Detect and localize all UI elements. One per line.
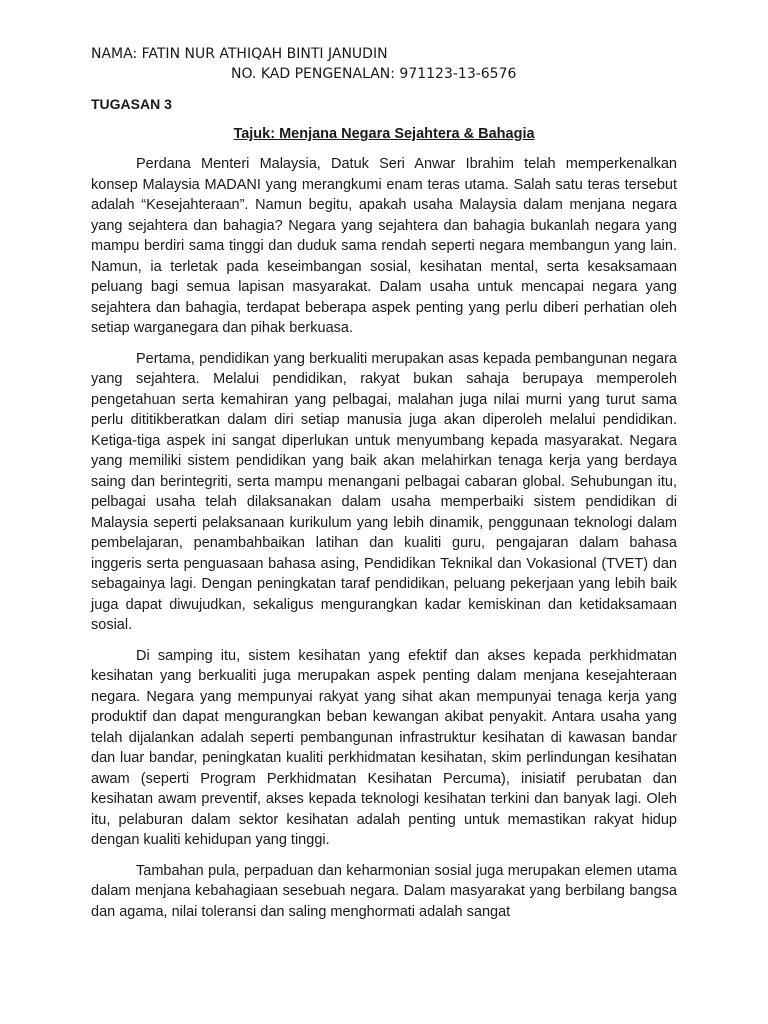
paragraph-social-harmony: Tambahan pula, perpaduan dan keharmonian sosial juga merupakan elemen utama dalam menjana kebahagiaan sesebuah negara. Dalam masyarakat yang berbilang bangsa dan agama, nilai toleransi dan saling menghormati adalah sangat <box>91 862 677 920</box>
identity-card-number: NO. KAD PENGENALAN: 971123-13-6576 <box>231 66 517 82</box>
paragraph-education: Pertama, pendidikan yang berkualiti merupakan asas kepada pembangunan negara yang sejahtera. Melalui pendidikan, rakyat bukan sahaja berupaya memperoleh pengetahuan serta kemahiran yang pelbagai, malahan juga nilai murni yang turut sama perlu dititikberatkan dalam diri setiap manusia juga akan diperoleh melalui pendidikan. Ketiga-tiga aspek ini sangat diperlukan untuk menyumbang kepada masyarakat. Negara yang memiliki sistem pendidikan yang baik akan melahirkan tenaga kerja yang berdaya saing dan berintegriti, serta mampu menangani pelbagai cabaran global. Sehubungan itu, pelbagai usaha telah dilaksanakan dalam usaha memperbaiki sistem pendidikan di Malaysia seperti pelaksanaan kurikulum yang lebih dinamik, penggunaan teknologi dalam pembelajaran, penambahbaikan latihan dan kualiti guru, pengajaran dalam bahasa inggeris serta penguasaan bahasa asing, Pendidikan Teknikal dan Vokasional (TVET) dan sebagainya lagi. Dengan peningkatan taraf pendidikan, peluang pekerjaan yang lebih baik juga dapat diwujudkan, sekaligus mengurangkan kadar kemiskinan dan ketidaksamaan sosial. <box>91 350 677 633</box>
assignment-label: TUGASAN 3 <box>91 96 172 112</box>
essay-title: Tajuk: Menjana Negara Sejahtera & Bahagia <box>233 126 535 142</box>
paragraph-health: Di samping itu, sistem kesihatan yang efektif dan akses kepada perkhidmatan kesihatan yang berkualiti juga merupakan aspek penting dalam menjana kesejahteraan negara. Negara yang mempunyai rakyat yang sihat akan mempunyai tenaga kerja yang produktif dan dapat mengurangkan beban kewangan akibat penyakit. Antara usaha yang telah dijalankan adalah seperti pembangunan infrastruktur kesihatan di kawasan bandar dan luar bandar, peningkatan kualiti perkhidmatan kesihatan, skim perlindungan kesihatan awam (seperti Program Perkhidmatan Kesihatan Percuma), inisiatif perubatan dan kesihatan awam preventif, akses kepada teknologi kesihatan terkini dan banyak lagi. Oleh itu, pelaburan dalam sektor kesihatan adalah penting untuk memastikan rakyat hidup dengan kualiti kehidupan yang tinggi. <box>91 647 677 848</box>
paragraph-introduction: Perdana Menteri Malaysia, Datuk Seri Anwar Ibrahim telah memperkenalkan konsep Malaysia MADANI yang merangkumi enam teras utama. Salah satu teras tersebut adalah “Kesejahteraan”. Namun begitu, apakah usaha Malaysia dalam menjana negara yang sejahtera dan bahagia? Negara yang sejahtera dan bahagia bukanlah negara yang mampu berdiri sama tinggi dan duduk sama rendah seperti negara membangun yang lain. Namun, ia terletak pada keseimbangan sosial, kesihatan mental, serta kesaksamaan peluang bagi semua lapisan masyarakat. Dalam usaha untuk mencapai negara yang sejahtera dan bahagia, terdapat beberapa aspek penting yang perlu diberi perhatian oleh setiap warganegara dan pihak berkuasa. <box>91 156 677 336</box>
document-page <box>91 44 677 932</box>
student-name: NAMA: FATIN NUR ATHIQAH BINTI JANUDIN <box>91 46 388 62</box>
